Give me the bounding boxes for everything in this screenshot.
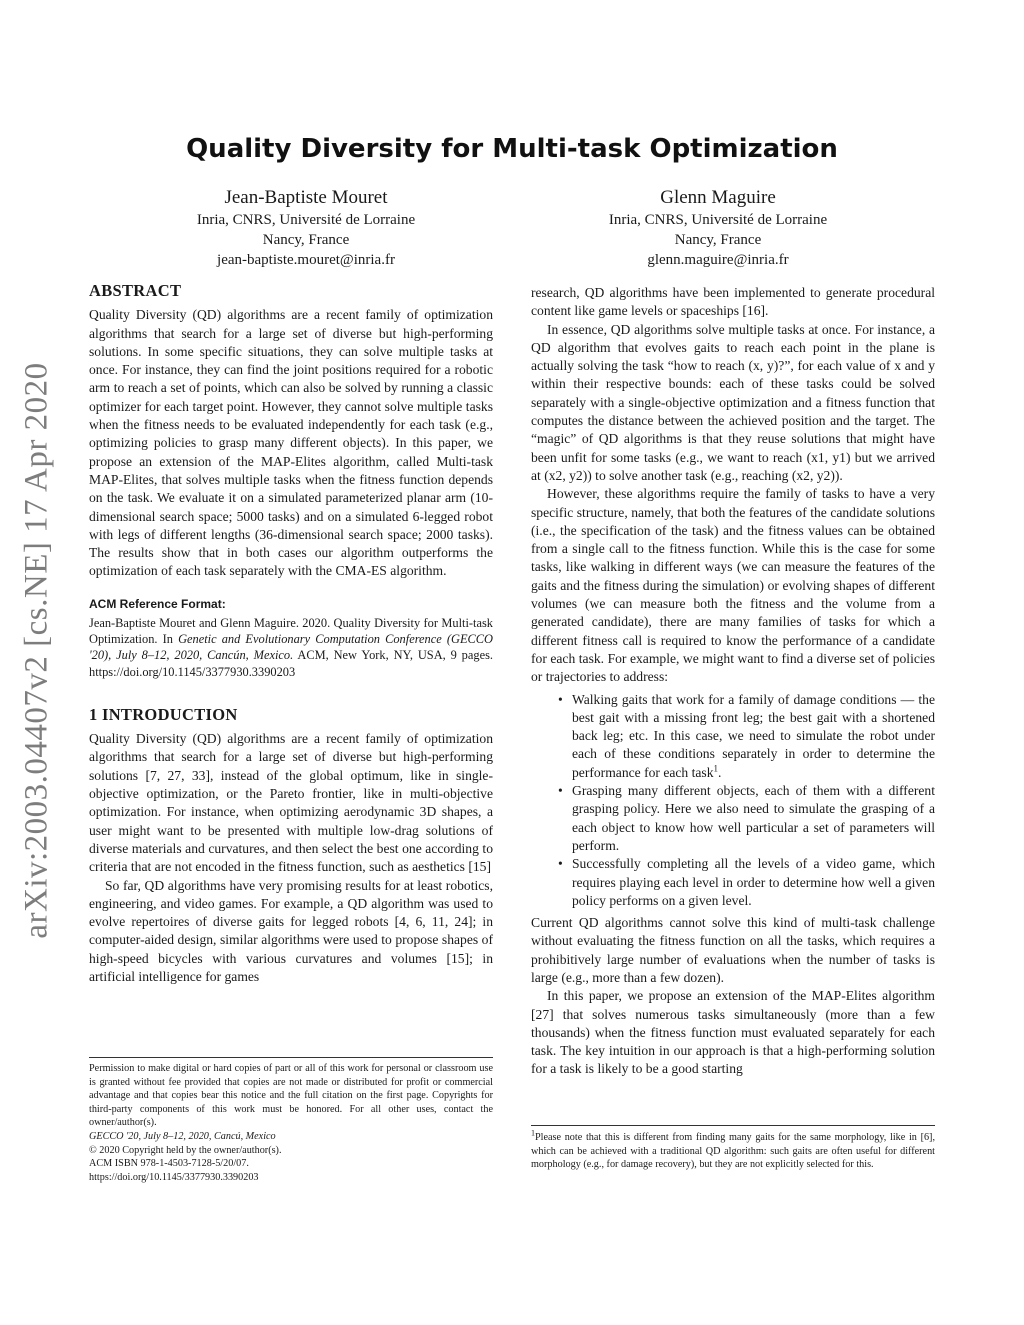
introduction-heading: 1 INTRODUCTION	[89, 704, 238, 724]
footnote-text: Please note that this is different from finding many gaits for the same morphology, like in [6], which can be achieved with a traditional QD algorithm: such gaits are often useful for different morphology (e.g., for damage recovery), but they are not explicitly selected for this.	[531, 1132, 935, 1171]
copyright-block	[89, 1057, 493, 1184]
acm-ref-post: ACM, New York, NY, USA, 9 pages. https://doi.org/10.1145/3377930.3390203	[89, 648, 493, 679]
author-affiliation: Inria, CNRS, Université de Lorraine	[608, 212, 828, 228]
paper-title: Quality Diversity for Multi-task Optimization	[186, 134, 838, 164]
task-list	[531, 691, 935, 911]
abstract-text: Quality Diversity (QD) algorithms are a recent family of optimization algorithms that search for a large set of diverse but high-performing solutions. In some specific situations, they can solve multiple tasks at once. For instance, they can find the joint positions required for a robotic arm to reach a set of points, which can also be solved by running a classic optimizer for each target point. However, they cannot solve multiple tasks when the fitness needs to be evaluated independently for each task (e.g., optimizing policies to grasp many different objects). In this paper, we propose an extension of the MAP-Elites algorithm, called Multi-task MAP-Elites, that solves multiple tasks when the fitness function depends on the task. We evaluate it on a simulated parameterized planar arm (10-dimensional search space; 5000 tasks) and on a simulated 6-legged robot with legs of different lengths (36-dimensional search space; 2000 tasks). The results show that in both cases our algorithm outperforms the optimization of each task separately with the CMA-ES algorithm.	[89, 307, 493, 579]
paragraph-however: However, these algorithms require the family of tasks to have a very specific structure, namely, that both the features of the candidate solutions (i.e., the specification of the task) and the fitness values can be obtained from a single call to the fitness function. While this is the case for some tasks, like walking in different ways (we can measure the features of the gaits and the fitness during the simulation) or evolving shapes of different volumes (we can measure both the fitness and the volume from a generated candidate), there are many families of tasks for which a different fitness call is required to know the performance of a candidate for each task. For example, we might want to find a diverse set of policies or trajectories to address:	[531, 486, 935, 685]
author-block-2	[548, 186, 888, 270]
author-block-1	[136, 186, 476, 270]
copyright-isbn: ACM ISBN 978-1-4503-7128-5/20/07.	[89, 1158, 249, 1170]
author-affiliation: Inria, CNRS, Université de Lorraine	[196, 212, 416, 228]
author-email: glenn.maguire@inria.fr	[647, 252, 789, 268]
author-name: Glenn Maguire	[660, 187, 776, 208]
right-column	[531, 284, 935, 1079]
arxiv-stamp-text: arXiv:2003.04407v2 [cs.NE] 17 Apr 2020	[18, 361, 55, 939]
footnote-1	[531, 1125, 935, 1172]
paragraph-propose: In this paper, we propose an extension of the MAP-Elites algorithm [27] that solves numerous tasks simultaneously (more than a few thousands) when the fitness function must evaluated separately for each task. The key intuition in our approach is that a high-performing solution for a task is likely to be a good starting	[531, 988, 935, 1077]
copyright-notice: Permission to make digital or hard copies of part or all of this work for personal or classroom use is granted without fee provided that copies are not made or distributed for profit or commercial advantage and that copies bear this notice and the full citation on the first page. Copyrights for third-party components of this work must be honored. For all other uses, contact the owner/author(s).	[89, 1063, 493, 1129]
author-name: Jean-Baptiste Mouret	[224, 187, 388, 208]
arxiv-stamp	[12, 350, 62, 950]
abstract-heading: ABSTRACT	[89, 281, 182, 300]
intro-paragraph-2: So far, QD algorithms have very promising results for at least robotics, engineering, and video games. For example, a QD algorithm was used to evolve repertoires of diverse gaits for legged robots [4, 6, 11, 24]; in computer-aided design, similar algorithms were used to propose shapes of high-speed bicycles with various curvatures and volumes [15]; in artificial intelligence for games	[89, 877, 493, 985]
list-item: • Successfully completing all the levels of a video game, which requires playing each level in order to determine how well a given policy performs on a given level.	[572, 855, 935, 910]
paragraph-continued: research, QD algorithms have been implemented to generate procedural content like game levels or spaceships [16].	[531, 285, 935, 319]
list-item: • Walking gaits that work for a family of damage conditions — the best gait with a missing front leg; the best gait with a shortened back leg; etc. In this case, we need to simulate the robot under each of these conditions separately in order to determine the performance for each task$^1$.	[572, 691, 935, 782]
footnote-mark: 1	[713, 763, 719, 774]
paragraph-current: Current QD algorithms cannot solve this kind of multi-task challenge without evaluating the fitness function on all the tasks, which requires a prohibitively large number of evaluations when the number of tasks is large (e.g., more than a few dozen).	[531, 915, 935, 985]
acm-reference-heading: ACM Reference Format:	[89, 596, 226, 611]
paragraph-essence: In essence, QD algorithms solve multiple tasks at once. For instance, a QD algorithm that evolves gaits to reach each point in the plane is actually solving the task “how to reach (x, y)?”, for each value of x and y within their respective bounds: each of these tasks could be solved separately with a single-objective optimization and a fitness function that computes the distance between the achieved position and the target. The “magic” of QD algorithms is that they reuse solutions that might have been unfit for some tasks (e.g., we want to reach (x1, y1) but we arrived at (x2, y2)) to solve another task (e.g., reaching (x2, y2)).	[531, 321, 935, 483]
author-location: Nancy, France	[262, 232, 350, 248]
copyright-line: © 2020 Copyright held by the owner/author(s).	[89, 1144, 282, 1156]
acm-ref-venue: Genetic and Evolutionary Computation Conference (GECCO '20), July 8–12, 2020, Cancún, Mexico.	[89, 632, 493, 663]
acm-ref-pre: Jean-Baptiste Mouret and Glenn Maguire. 2020. Quality Diversity for Multi-task Optimization. In	[89, 616, 493, 647]
acm-reference-text	[89, 615, 493, 680]
copyright-venue: GECCO '20, July 8–12, 2020, Cancú, Mexico	[89, 1130, 276, 1142]
author-email: jean-baptiste.mouret@inria.fr	[217, 252, 395, 268]
intro-paragraph-1: Quality Diversity (QD) algorithms are a recent family of optimization algorithms that search for a large set of diverse but high-performing solutions [7, 27, 33], instead of the global optimum, like in single-objective optimization, or the Pareto frontier, like in multi-objective optimization. For instance, when optimizing aerodynamic 3D shapes, a user might want to be presented with multiple low-drag solutions of diverse materials and curvatures, and then select the best one according to criteria that are not encoded in the fitness function, such as aesthetics [15]	[89, 731, 493, 875]
copyright-doi: https://doi.org/10.1145/3377930.3390203	[89, 1171, 259, 1183]
footnote-mark: 1	[531, 1128, 535, 1138]
list-item: • Grasping many different objects, each of them with a different grasping policy. Here we also need to simulate the grasping of a each object to know how well particular a set of parameters will perform.	[572, 782, 935, 855]
left-column	[89, 282, 493, 986]
author-location: Nancy, France	[674, 232, 762, 248]
